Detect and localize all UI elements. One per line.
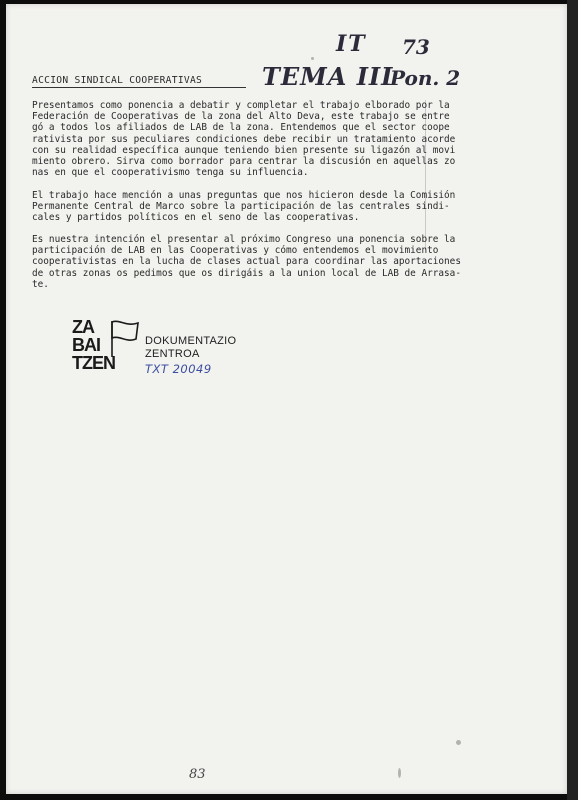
page-footer-mark: 83: [189, 767, 206, 782]
handwritten-code: IT: [336, 31, 367, 57]
scan-edge-strip: [567, 0, 578, 800]
handwritten-tema: TEMA III: [262, 62, 394, 91]
archive-stamp-code: TXT 20049: [145, 362, 212, 376]
paper-speck: [398, 768, 401, 778]
archive-logo-line2: ZENTROA: [145, 347, 200, 360]
svg-text:BAI: BAI: [72, 335, 100, 355]
archive-logo-text: [145, 335, 236, 360]
flag-icon: [112, 321, 138, 357]
paragraph-2: El trabajo hace mención a unas preguntas que nos hicieron desde la Comisión Permanente Central de Marco sobre la participación de las centrales sindi- cales y partidos políticos en el seno de las cooperativas.: [32, 190, 456, 224]
zabaltzen-logo: [72, 317, 142, 373]
archive-logo-line1: DOKUMENTAZIO: [145, 335, 237, 347]
paragraph-3: Es nuestra intención el presentar al próximo Congreso una ponencia sobre la participación de LAB en las Cooperativas y cómo entendemos el movimiento cooperativistas en la lucha de clases actual para coordinar las aportaciones de otras zonas os pedimos que os dirigáis a la union local de LAB de Arrasa- te.: [32, 234, 461, 290]
heading-underline: [32, 87, 246, 88]
handwritten-number: 73: [402, 35, 430, 59]
svg-text:TZEN: TZEN: [72, 353, 115, 373]
document-page: [6, 4, 567, 794]
svg-text:ZA: ZA: [72, 317, 94, 337]
paper-speck: [311, 57, 314, 60]
paragraph-1: Presentamos como ponencia a debatir y completar el trabajo elborado por la Federación de Cooperativas de la zona del Alto Deva, este trabajo se entre gó a todos los afiliados de LAB de la zona. Entendemos que el sector coope rativista por sus peculiares condiciones debe recibir un tratamiento acorde con su realidad específica aunque teniendo bien presente su ligazón al movi miento obrero. Sirva como borrador para centrar la discusión en aquellas zo nas en que el cooperativismo tenga su influencia.: [32, 100, 456, 179]
handwritten-ponencia: Pon. 2: [390, 66, 461, 90]
document-heading: ACCION SINDICAL COOPERATIVAS: [32, 75, 203, 86]
paper-speck: [456, 740, 461, 745]
